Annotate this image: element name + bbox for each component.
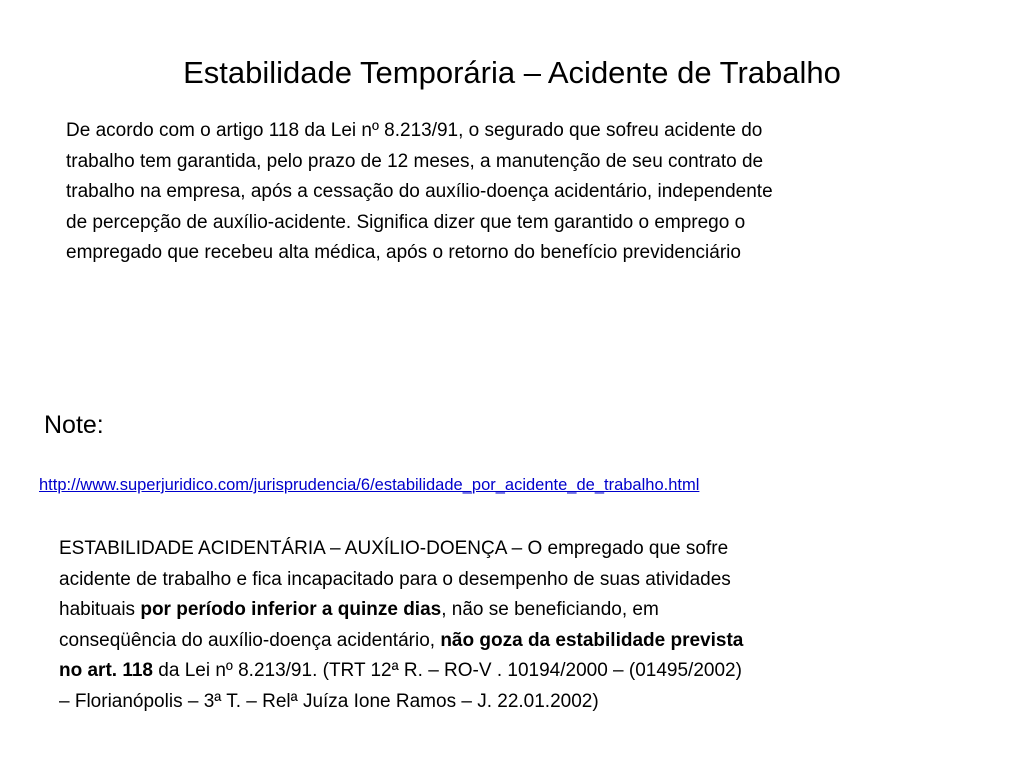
paragraph-line: empregado que recebeu alta médica, após o retorno do benefício previdenciário	[66, 242, 741, 264]
paragraph-line: De acordo com o artigo 118 da Lei nº 8.213/91, o segurado que sofreu acidente do	[66, 120, 763, 141]
ruling-line	[59, 534, 959, 565]
ruling-text: da Lei nº 8.213/91. (TRT 12ª R. – RO-V . 10194/2000 – (01495/2002)	[153, 660, 742, 682]
slide-title: Estabilidade Temporária – Acidente de Trabalho	[183, 55, 841, 90]
ruling-line	[59, 595, 959, 626]
note-label: Note:	[44, 411, 104, 439]
ruling-text: habituais	[59, 599, 141, 621]
paragraph-line: trabalho tem garantida, pelo prazo de 12 meses, a manutenção de seu contrato de	[66, 150, 764, 172]
ruling-paragraph	[59, 534, 959, 718]
ruling-bold-text: por período inferior a quinze dias	[140, 599, 442, 621]
ruling-text: , não se beneficiando, em	[441, 599, 659, 621]
ruling-text: acidente de trabalho e fica incapacitado para o desempenho de suas atividades	[59, 568, 731, 590]
ruling-bold-text: não goza da estabilidade prevista	[440, 629, 744, 651]
paragraph-line: trabalho na empresa, após a cessação do auxílio-doença acidentário, independente	[66, 181, 773, 203]
ruling-text: conseqüência do auxílio-doença acidentário,	[59, 629, 441, 651]
ruling-line	[59, 656, 959, 687]
ruling-text: – Florianópolis – 3ª T. – Relª Juíza Ione Ramos – J. 22.01.2002)	[59, 690, 599, 712]
ruling-text: ESTABILIDADE ACIDENTÁRIA – AUXÍLIO-DOENÇA – O empregado que sofre	[59, 538, 729, 559]
ruling-line	[59, 565, 959, 596]
ruling-line	[59, 626, 959, 657]
ruling-line	[59, 687, 959, 718]
body-paragraph	[66, 116, 946, 269]
ruling-bold-text: no art. 118	[59, 660, 153, 682]
paragraph-line: de percepção de auxílio-acidente. Significa dizer que tem garantido o emprego o	[66, 211, 746, 233]
source-link[interactable]: http://www.superjuridico.com/jurisprudencia/6/estabilidade_por_acidente_de_trabalho.html	[39, 476, 700, 494]
